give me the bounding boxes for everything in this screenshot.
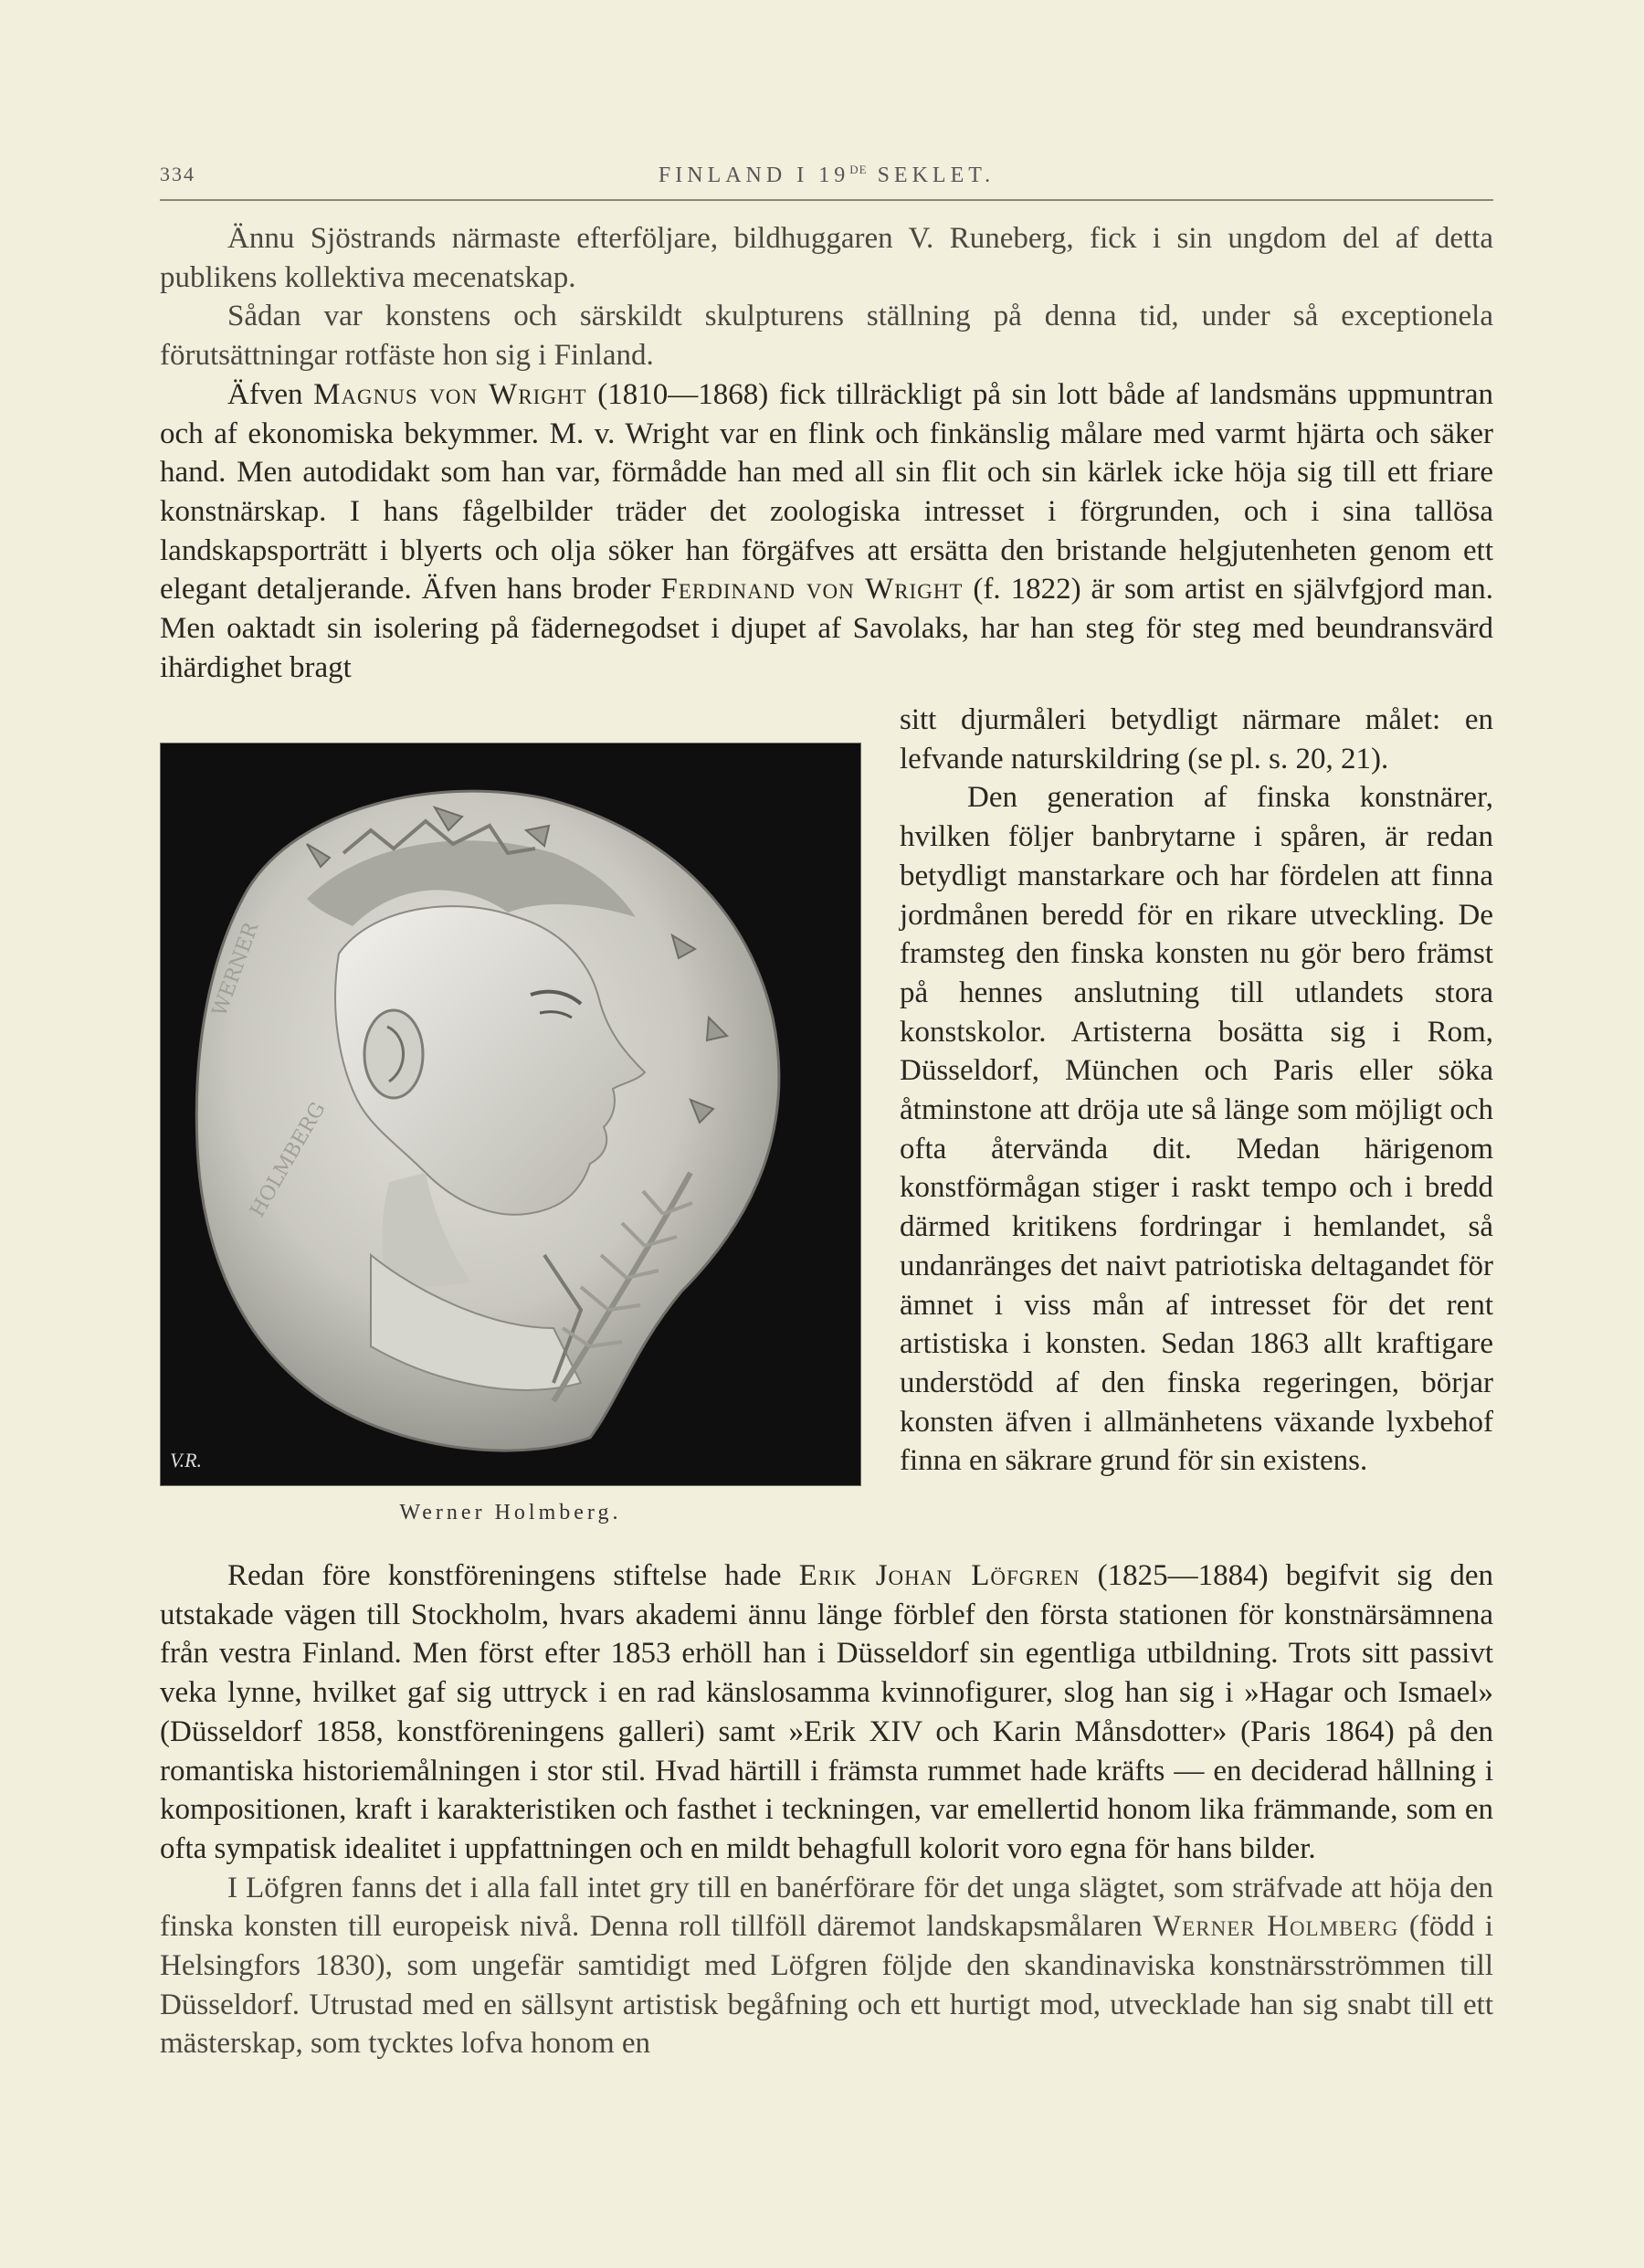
page-number: 334 [160, 163, 195, 185]
artist-name: Erik Johan Löfgren [798, 1559, 1080, 1592]
text-run: Äfven [227, 377, 314, 411]
column-text-block [900, 701, 1493, 1481]
svg-text:HOLMBERG: HOLMBERG [246, 1098, 331, 1221]
header-rule [160, 199, 1493, 201]
top-text-block [160, 219, 1493, 687]
paragraph [160, 1556, 1493, 1869]
paragraph [160, 1869, 1493, 2064]
artist-name: Magnus von Wright [313, 377, 587, 411]
running-head-main: FINLAND I 19 [658, 164, 850, 187]
paragraph [160, 375, 1493, 688]
paragraph: Sådan var konstens och särskildt skulpturens ställning på denna tid, under så exceptionela förutsättningar rotfäste hon sig i Finland. [160, 300, 1493, 373]
text-run: (1810—1868) fick tillräckligt på sin lott både af landsmäns uppmuntran och af ekonomiska bekymmer. M. v. Wright var en flink och finkänslig målare med varmt hjärta och säker hand. Men autodidakt som han var, förmådde han med all sin flit och sin kärlek icke höja sig till ett friare konstnärskap. I hans fågelbilder träder det zoologiska intresset i förgrunden, och i sina tallösa landskapsporträtt i blyerts och olja söker han förgäfves att ersätta den bristande helgjutenheten genom ett elegant detaljerande. Äfven hans broder [160, 377, 1493, 607]
text-run: (född i Helsingfors 1830), som ungefär samtidigt med Löfgren följde den skandinaviska konstnärsströmmen till Düsseldorf. Utrustad med en sällsynt artistisk begåfning och ett hurtigt mod, utvecklade han sig snabt till ett mästerskap, som tycktes lofva honom en [160, 1910, 1493, 2061]
portrait-figure [160, 743, 861, 1492]
relief-medallion-drawing [161, 744, 860, 1485]
paragraph: Ännu Sjöstrands närmaste efterföljare, bildhuggaren V. Runeberg, fick i sin ungdom del af detta publikens kollektiva mecenatskap. [160, 222, 1493, 294]
running-head [160, 163, 1493, 188]
running-head-sup: DE [849, 163, 868, 176]
bottom-text-block [160, 1556, 1493, 2063]
running-header [160, 163, 1493, 199]
text-run: (1825—1884) begifvit sig den utstakade vägen till Stockholm, hvars akademi ännu länge förblef den första stationen för konstnärsämnena från vestra Finland. Men först efter 1853 erhöll han i Düsseldorf sin egentliga utbildning. Trots sitt passivt veka lynne, hvilket gaf sig uttryck i en rad känslosamma kvinnofigurer, slog han sig i »Hagar och Ismael» (Düsseldorf 1858, konstföreningens galleri) samt »Erik XIV och Karin Månsdotter» (Paris 1864) på den romantiska historiemålningen i stor stil. Hvad härtill i främsta rummet hade kräfts — en deciderad hållning i kompositionen, kraft i karakteristiken och fasthet i teckningen, var emellertid honom lika främmande, som en ofta sympatisk idealitet i uppfattningen och en mildt behagfull kolorit voro egna för hans bilder. [160, 1559, 1493, 1865]
running-head-end: SEKLET. [867, 164, 996, 187]
text-run: (f. 1822) är som artist en självfgjord man. Men oaktadt sin isolering på fädernegodset i djupet af Savolaks, har han steg för steg med beundransvärd ihärdighet bragt [160, 573, 1493, 684]
paragraph: Den generation af finska konstnärer, hvilken följer banbrytarne i spåren, är redan betydligt manstarkare och har fördelen att finna jordmånen beredd för en rikare utveckling. De framsteg den finska konsten nu gör bero främst på hennes anslutning till utlandets stora konstskolor. Artisterna bosätta sig i Rom, Düsseldorf, München och Paris eller söka åtminstone att dröja ute så länge som möjligt och ofta återvända dit. Medan härigenom konstförmågan stiger i raskt tempo och i bredd därmed kritikens fordringar i hemlandet, så undanränges det naivt patriotiska deltagandet för ämnet i viss mån af intresset för det rent artistiska i konsten. Sedan 1863 allt kraftigare understödd af den finska regeringen, börjar konsten äfven i allmänhetens växande lyxbehof finna en säkrare grund för sin existens. [900, 781, 1493, 1478]
svg-text:WERNER: WERNER [208, 919, 264, 1020]
relief-medallion-image [160, 743, 861, 1486]
text-run: Redan före konstföreningens stiftelse hade [227, 1559, 799, 1592]
artist-signature: V.R. [170, 1449, 203, 1472]
artist-name: Ferdinand von Wright [660, 573, 964, 607]
artist-name: Werner Holmberg [1153, 1910, 1399, 1944]
text-run: I Löfgren fanns det i alla fall intet gry till en banérförare för det unga slägtet, som sträfvade att höja den finska konsten till europeisk nivå. Denna roll tillföll däremot landskapsmålaren [160, 1871, 1493, 1944]
paragraph: sitt djurmåleri betydligt närmare målet: en lefvande naturskildring (se pl. s. 20, 21). [900, 703, 1493, 775]
figure-caption: Werner Holmberg. [399, 1501, 622, 1524]
